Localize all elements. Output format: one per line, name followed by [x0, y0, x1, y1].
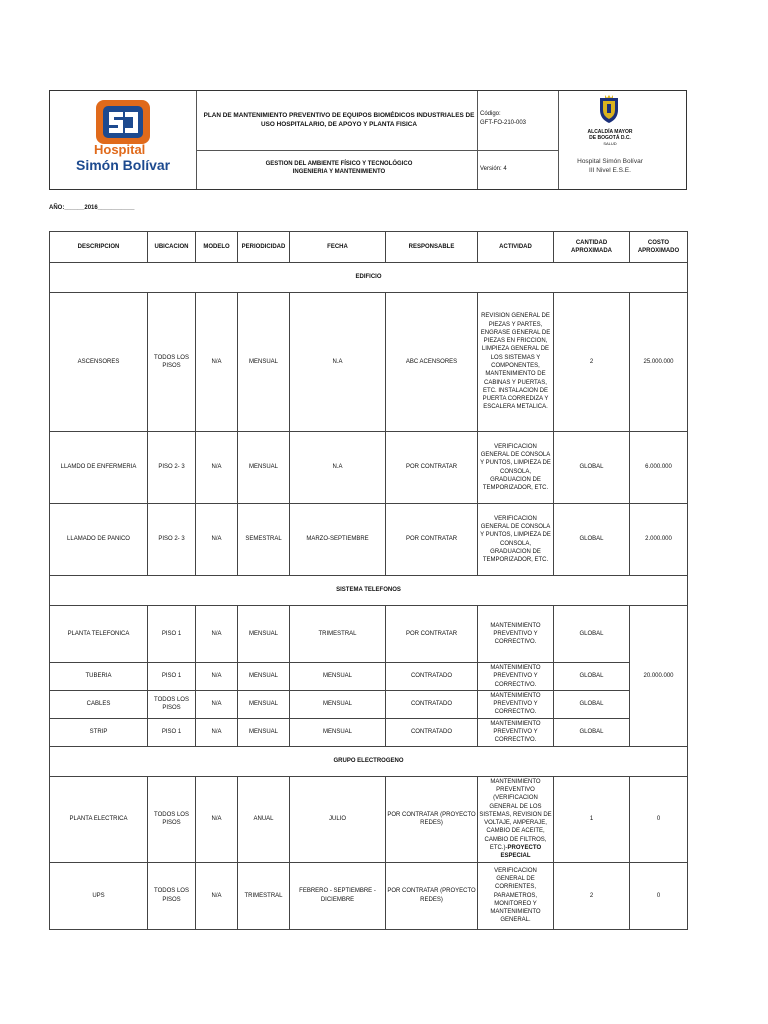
cell-cantidad: 1	[554, 776, 630, 862]
maintenance-table	[49, 231, 688, 930]
cell-modelo: N/A	[196, 690, 238, 718]
cell-periodicidad: TRIMESTRAL	[238, 862, 290, 929]
cell-descripcion: TUBERIA	[50, 663, 148, 691]
cell-responsable: POR CONTRATAR	[386, 606, 478, 663]
cell-actividad: VERIFICACION GENERAL DE CONSOLA Y PUNTOS, LIMPIEZA DE CONSOLA, GRADUACION DE TEMPORIZADOR, ETC.	[478, 504, 554, 576]
column-header: MODELO	[196, 232, 238, 263]
table-row	[50, 776, 688, 862]
cell-descripcion: STRIP	[50, 718, 148, 746]
column-header: COSTO APROXIMADO	[630, 232, 688, 263]
table-row	[50, 690, 688, 718]
cell-actividad: MANTENIMIENTO PREVENTIVO Y CORRECTIVO.	[478, 690, 554, 718]
plan-subtitle	[201, 160, 477, 176]
cell-fecha: MENSUAL	[290, 690, 386, 718]
cell-cantidad: GLOBAL	[554, 718, 630, 746]
codigo-value: GFT-FO-210-003	[480, 120, 527, 126]
cell-responsable: CONTRATADO	[386, 663, 478, 691]
cell-modelo: N/A	[196, 862, 238, 929]
cell-cantidad: GLOBAL	[554, 504, 630, 576]
cell-modelo: N/A	[196, 606, 238, 663]
section-row	[50, 263, 688, 293]
cell-actividad: MANTENIMIENTO PREVENTIVO Y CORRECTIVO.	[478, 606, 554, 663]
cell-periodicidad: MENSUAL	[238, 606, 290, 663]
cell-costo: 25.000.000	[630, 293, 688, 432]
section-title: GRUPO ELECTROGENO	[50, 746, 688, 776]
cell-modelo: N/A	[196, 432, 238, 504]
cell-ubicacion: PISO 1	[148, 663, 196, 691]
table-row	[50, 606, 688, 663]
cell-modelo: N/A	[196, 504, 238, 576]
cell-descripcion: ASCENSORES	[50, 293, 148, 432]
section-row	[50, 746, 688, 776]
codigo-label: Código:	[480, 111, 501, 117]
table-row	[50, 293, 688, 432]
cell-descripcion: CABLES	[50, 690, 148, 718]
year-label: AÑO:______2016___________	[49, 205, 135, 211]
cell-responsable: POR CONTRATAR	[386, 504, 478, 576]
cell-ubicacion: PISO 2- 3	[148, 504, 196, 576]
section-title: SISTEMA TELEFONOS	[50, 576, 688, 606]
logo-text: Hospital	[94, 142, 146, 157]
table-row	[50, 432, 688, 504]
header-divider	[196, 150, 558, 151]
column-header: ACTIVIDAD	[478, 232, 554, 263]
cell-ubicacion: TODOS LOS PISOS	[148, 776, 196, 862]
version-label: Versión: 4	[480, 166, 507, 172]
cell-costo: 0	[630, 862, 688, 929]
cell-responsable: POR CONTRATAR (PROYECTO REDES)	[386, 862, 478, 929]
cell-fecha: MENSUAL	[290, 663, 386, 691]
cell-cantidad: 2	[554, 293, 630, 432]
cell-actividad: VERIFICACION GENERAL DE CORRIENTES, PARAMETROS, MONITOREO Y MANTENIMIENTO GENERAL.	[478, 862, 554, 929]
plan-title: PLAN DE MANTENIMIENTO PREVENTIVO DE EQUIPOS BIOMÉDICOS INDUSTRIALES DE USO HOSPITALARIO, DE APOYO Y PLANTA FISICA	[203, 112, 475, 128]
cell-fecha: MARZO-SEPTIEMBRE	[290, 504, 386, 576]
cell-ubicacion: TODOS LOS PISOS	[148, 690, 196, 718]
cell-cantidad: GLOBAL	[554, 432, 630, 504]
cell-periodicidad: SEMESTRAL	[238, 504, 290, 576]
cell-periodicidad: MENSUAL	[238, 432, 290, 504]
cell-actividad: MANTENIMIENTO PREVENTIVO Y CORRECTIVO.	[478, 663, 554, 691]
alcaldia-line: ALCALDÍA MAYOR	[587, 129, 633, 135]
logo-text: Simón Bolívar	[76, 157, 171, 173]
table-row	[50, 663, 688, 691]
cell-modelo: N/A	[196, 718, 238, 746]
header-divider	[477, 91, 478, 189]
section-title: EDIFICIO	[50, 263, 688, 293]
cell-ubicacion: PISO 1	[148, 718, 196, 746]
cell-modelo: N/A	[196, 293, 238, 432]
header-divider	[196, 91, 197, 189]
cell-actividad: VERIFICACION GENERAL DE CONSOLA Y PUNTOS, LIMPIEZA DE CONSOLA, GRADUACION DE TEMPORIZADOR, ETC.	[478, 432, 554, 504]
document-header	[49, 90, 687, 190]
cell-fecha: JULIO	[290, 776, 386, 862]
actividad-text: MANTENIMIENTO PREVENTIVO (VERIFICACION GENERAL DE LOS SISTEMAS, REVISION DE VOLTAJE, AMPERAJE, CAMBIO DE ACEITE, CAMBIO DE FILTROS, ETC.)-	[479, 778, 552, 852]
cell-descripcion: LLAMDO DE ENFERMERIA	[50, 432, 148, 504]
cell-responsable: CONTRATADO	[386, 718, 478, 746]
column-header: RESPONSABLE	[386, 232, 478, 263]
cell-actividad	[478, 776, 554, 862]
alcaldia-line: DE BOGOTÁ D.C.	[589, 135, 631, 141]
cell-periodicidad: MENSUAL	[238, 718, 290, 746]
cell-modelo: N/A	[196, 776, 238, 862]
cell-ubicacion: PISO 2- 3	[148, 432, 196, 504]
header-divider	[558, 91, 559, 189]
column-header: PERIODICIDAD	[238, 232, 290, 263]
hospital-line: III Nivel E.S.E.	[589, 167, 631, 174]
column-header: UBICACION	[148, 232, 196, 263]
cell-costo: 20.000.000	[630, 606, 688, 747]
cell-ubicacion: TODOS LOS PISOS	[148, 293, 196, 432]
hospital-name-block	[564, 157, 656, 175]
cell-cantidad: 2	[554, 862, 630, 929]
cell-fecha: TRIMESTRAL	[290, 606, 386, 663]
cell-periodicidad: MENSUAL	[238, 690, 290, 718]
alcaldia-line: SALUD	[603, 141, 617, 146]
cell-cantidad: GLOBAL	[554, 663, 630, 691]
cell-costo: 2.000.000	[630, 504, 688, 576]
cell-descripcion: UPS	[50, 862, 148, 929]
cell-fecha: N.A	[290, 293, 386, 432]
cell-responsable: ABC ACENSORES	[386, 293, 478, 432]
cell-actividad: MANTENIMIENTO PREVENTIVO Y CORRECTIVO.	[478, 718, 554, 746]
hospital-line: Hospital Simón Bolívar	[577, 158, 643, 165]
cell-modelo: N/A	[196, 663, 238, 691]
cell-responsable: POR CONTRATAR (PROYECTO REDES)	[386, 776, 478, 862]
cell-ubicacion: TODOS LOS PISOS	[148, 862, 196, 929]
proyecto-especial-label: PROYECTO ESPECIAL	[500, 845, 542, 860]
cell-cantidad: GLOBAL	[554, 606, 630, 663]
cell-descripcion: PLANTA ELECTRICA	[50, 776, 148, 862]
cell-ubicacion: PISO 1	[148, 606, 196, 663]
cell-fecha: N.A	[290, 432, 386, 504]
section-row	[50, 576, 688, 606]
cell-periodicidad: MENSUAL	[238, 663, 290, 691]
column-header: DESCRIPCION	[50, 232, 148, 263]
cell-fecha: FEBRERO - SEPTIEMBRE - DICIEMBRE	[290, 862, 386, 929]
cell-costo: 6.000.000	[630, 432, 688, 504]
cell-fecha: MENSUAL	[290, 718, 386, 746]
cell-cantidad: GLOBAL	[554, 690, 630, 718]
alcaldia-label	[570, 129, 650, 147]
cell-actividad: REVISION GENERAL DE PIEZAS Y PARTES, ENGRASE GENERAL DE PIEZAS EN FRICCION, LIMPIEZA GENERAL DE LOS SISTEMAS Y COMPONENTES, MANTENIMIENTO DE CABINAS Y PUERTAS, ETC. INSTALACION DE PUERTA CORREDIZA Y ESCALERA METALICA.	[478, 293, 554, 432]
subtitle-line: INGENIERIA Y MANTENIMIENTO	[292, 169, 386, 175]
cell-periodicidad: ANUAL	[238, 776, 290, 862]
column-header: FECHA	[290, 232, 386, 263]
bogota-shield-icon	[598, 95, 620, 125]
column-header: CANTIDAD APROXIMADA	[554, 232, 630, 263]
cell-periodicidad: MENSUAL	[238, 293, 290, 432]
table-row	[50, 862, 688, 929]
table-row	[50, 718, 688, 746]
cell-responsable: POR CONTRATAR	[386, 432, 478, 504]
cell-costo: 0	[630, 776, 688, 862]
table-header-row	[50, 232, 688, 263]
subtitle-line: GESTION DEL AMBIENTE FÍSICO Y TECNOLÓGICO	[265, 161, 413, 167]
cell-descripcion: LLAMADO DE PANICO	[50, 504, 148, 576]
table-row	[50, 504, 688, 576]
cell-descripcion: PLANTA TELEFONICA	[50, 606, 148, 663]
cell-responsable: CONTRATADO	[386, 690, 478, 718]
